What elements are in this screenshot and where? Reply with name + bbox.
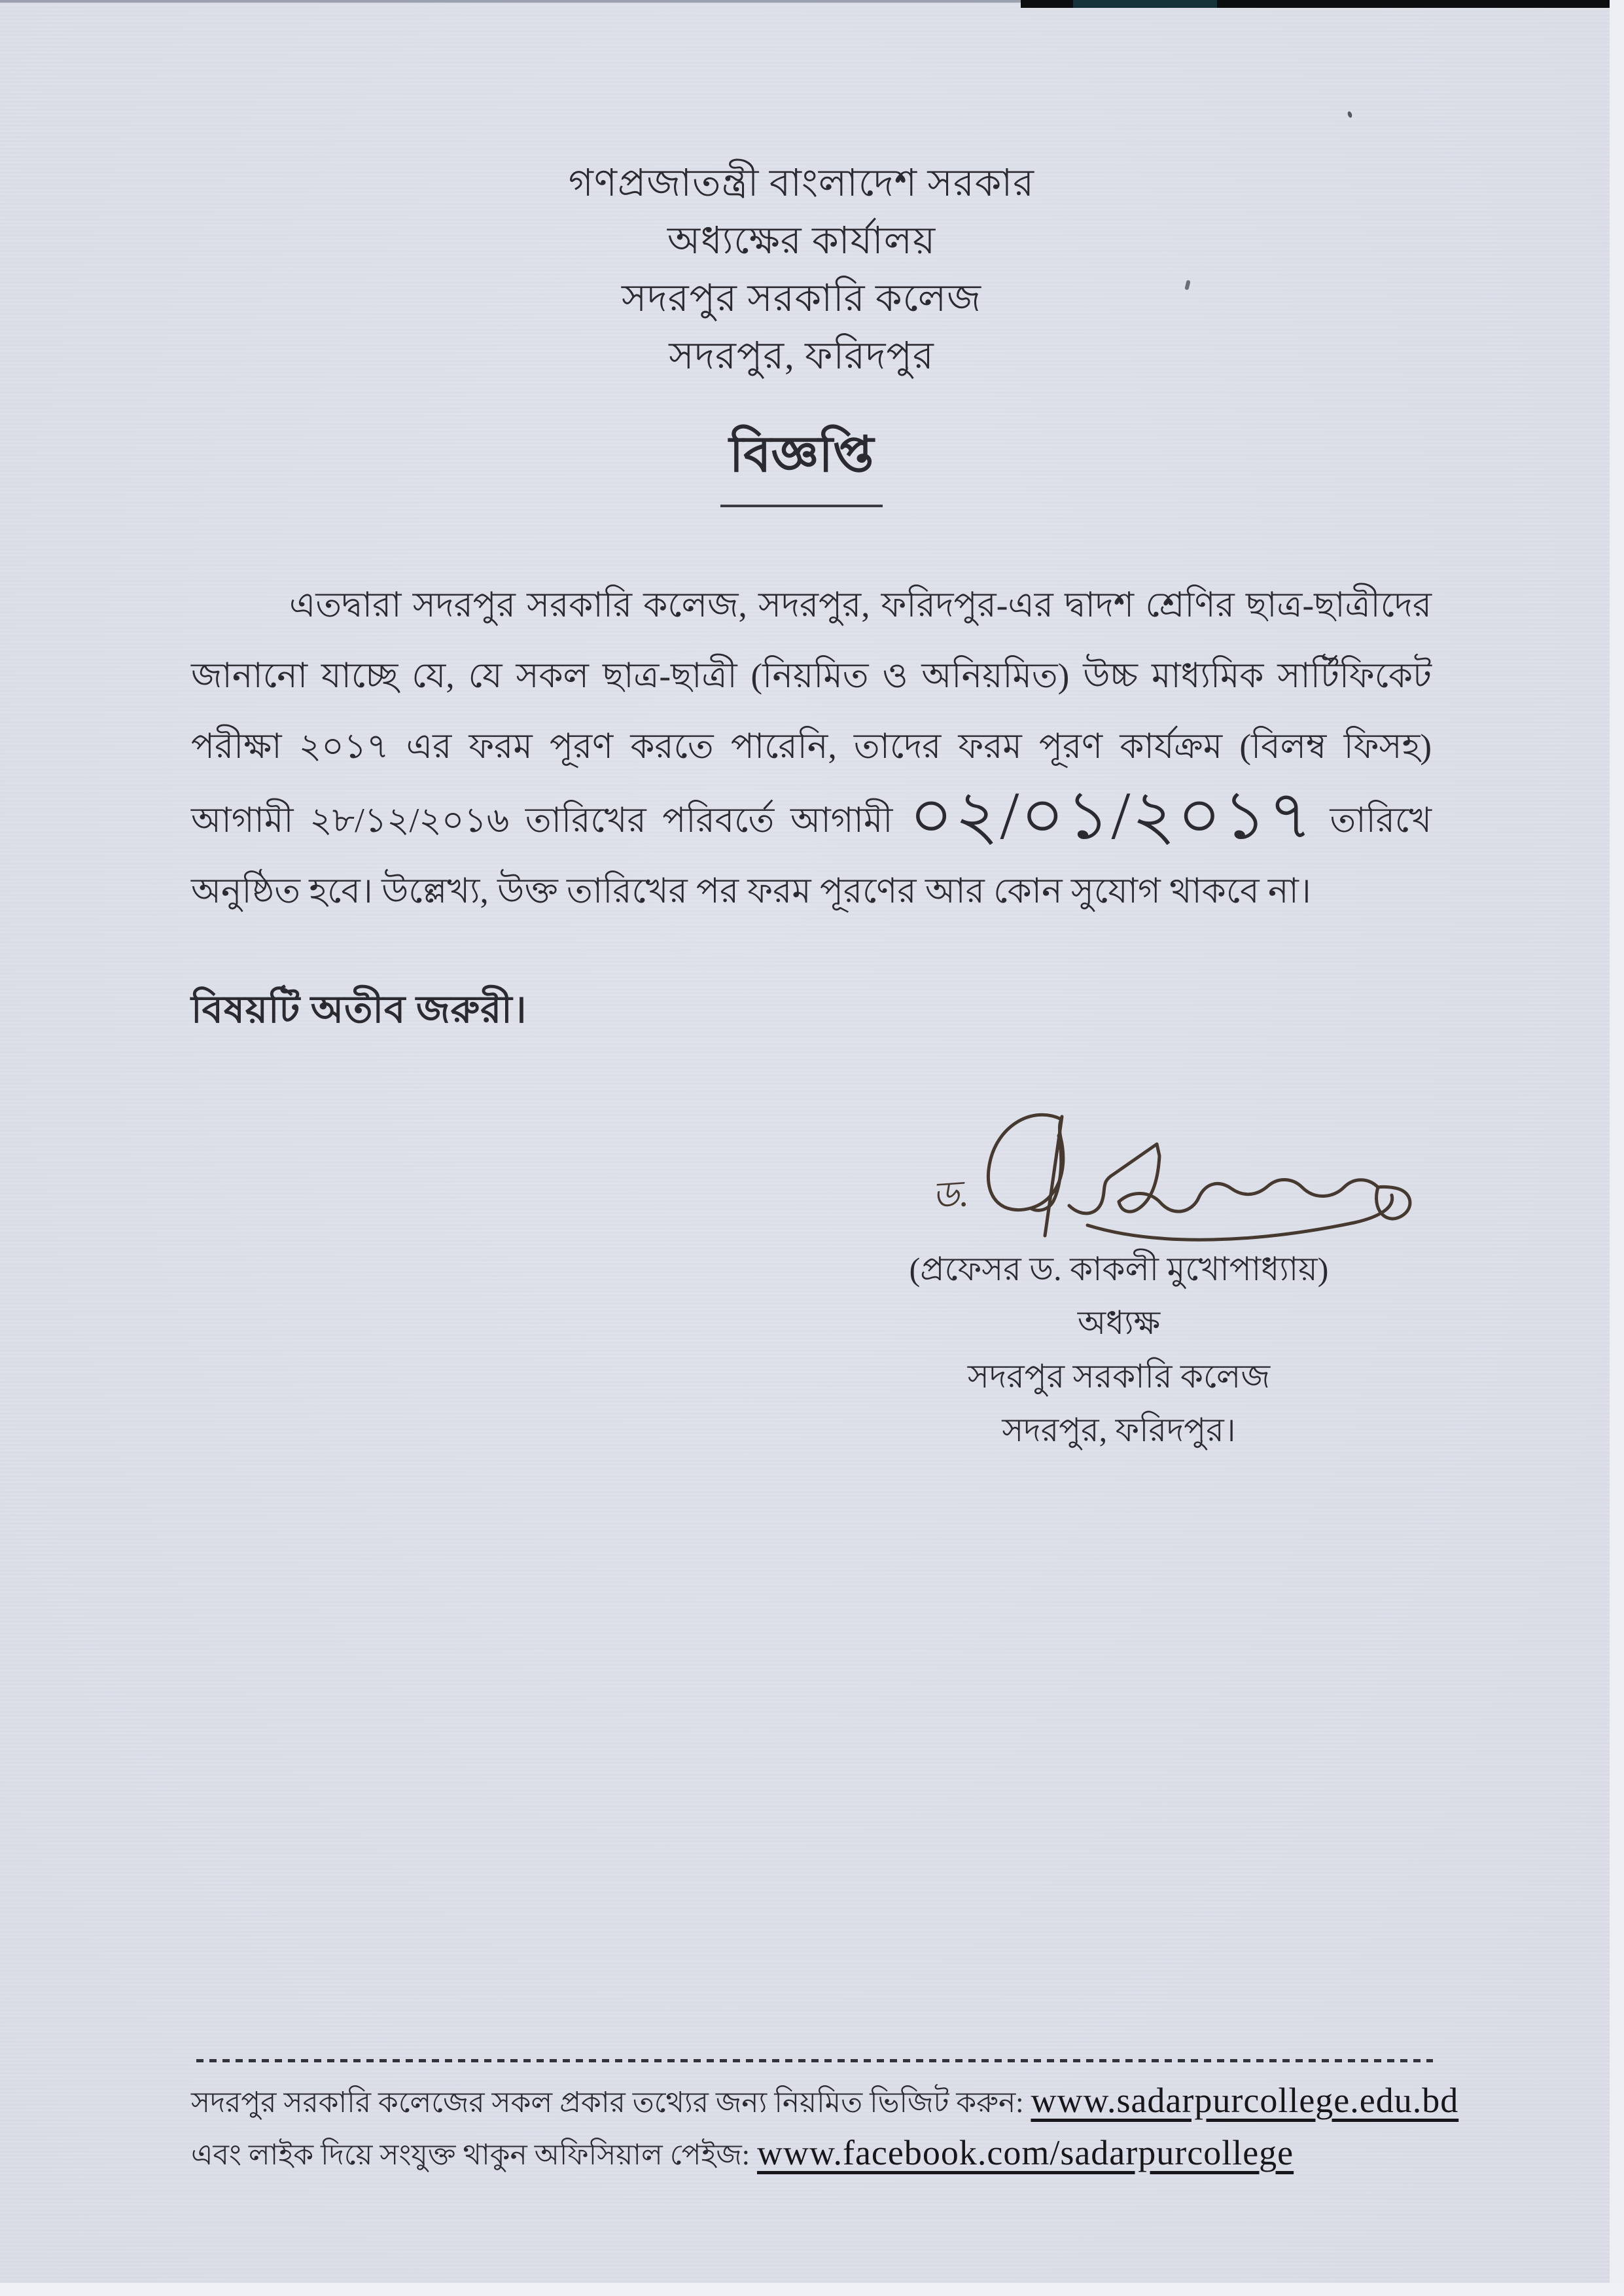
letterhead-office-line: অধ্যক্ষের কার্যালয় bbox=[667, 219, 936, 262]
scan-right-edge bbox=[1610, 0, 1624, 2296]
highlighted-new-date: ০২/০১/২০১৭ bbox=[909, 778, 1314, 853]
signer-organization: সদরপুর সরকারি কলেজ bbox=[967, 1358, 1271, 1395]
letterhead bbox=[164, 154, 1439, 385]
signature-handwriting bbox=[896, 1067, 1433, 1263]
notice-title: বিজ্ঞপ্তি bbox=[720, 416, 883, 507]
scan-top-dark-band bbox=[1021, 0, 1624, 8]
signature-handwritten-prefix: ড. bbox=[930, 1174, 970, 1217]
footer-website-line bbox=[191, 2080, 1458, 2128]
signer-address: সদরপুর, ফরিদপুর। bbox=[1002, 1412, 1236, 1448]
notice-body-paragraph bbox=[191, 570, 1432, 927]
letterhead-location-line: সদরপুর, ফরিদপুর bbox=[669, 334, 934, 377]
body-text-before-date: এতদ্বারা সদরপুর সরকারি কলেজ, সদরপুর, ফরিদপুর-এর দ্বাদশ শ্রেণির ছাত্র-ছাত্রীদের জানানো যাচ্ছে যে, যে সকল ছাত্র-ছাত্রী (নিয়মিত ও অনিয়মিত) উচ্চ মাধ্যমিক সার্টিফিকেট পরীক্ষা ২০১৭ এর ফরম পূরণ করতে পারেনি, তাদের ফরম পূরণ কার্যক্রম (বিলম্ব ফিসহ) আগামী ২৮/১২/২০১৬ তারিখের পরিবর্তে আগামী bbox=[191, 586, 1432, 840]
dashed-divider bbox=[196, 2059, 1433, 2062]
scan-bottom-edge bbox=[0, 2283, 1624, 2296]
signer-designation: অধ্যক্ষ bbox=[1077, 1304, 1161, 1341]
body-text-after-date: তারিখে অনুষ্ঠিত হবে। উল্লেখ্য, উক্ত তারিখের পর ফরম পূরণের আর কোন সুযোগ থাকবে না। bbox=[191, 802, 1432, 910]
scan-top-dark-band-teal bbox=[1073, 0, 1217, 8]
signer-name: (প্রফেসর ড. কাকলী মুখোপাধ্যায়) bbox=[909, 1251, 1329, 1287]
letterhead-government-line: গণপ্রজাতন্ত্রী বাংলাদেশ সরকার bbox=[568, 162, 1035, 204]
footer-facebook-line bbox=[191, 2132, 1294, 2181]
footer-facebook-url: www.facebook.com/sadarpurcollege bbox=[756, 2133, 1294, 2172]
notice-title-row bbox=[164, 416, 1439, 507]
letterhead-college-line: সদরপুর সরকারি কলেজ bbox=[621, 277, 982, 319]
scan-speck bbox=[1347, 111, 1352, 118]
footer-website-label: সদরপুর সরকারি কলেজের সকল প্রকার তথ্যের জন্য নিয়মিত ভিজিট করুন: bbox=[191, 2087, 1031, 2119]
footer-facebook-label: এবং লাইক দিয়ে সংযুক্ত থাকুন অফিসিয়াল পেইজ: bbox=[191, 2139, 757, 2171]
urgent-note: বিষয়টি অতীব জরুরী। bbox=[191, 988, 527, 1031]
footer-website-url: www.sadarpurcollege.edu.bd bbox=[1031, 2081, 1459, 2120]
signer-block bbox=[821, 1242, 1417, 1457]
